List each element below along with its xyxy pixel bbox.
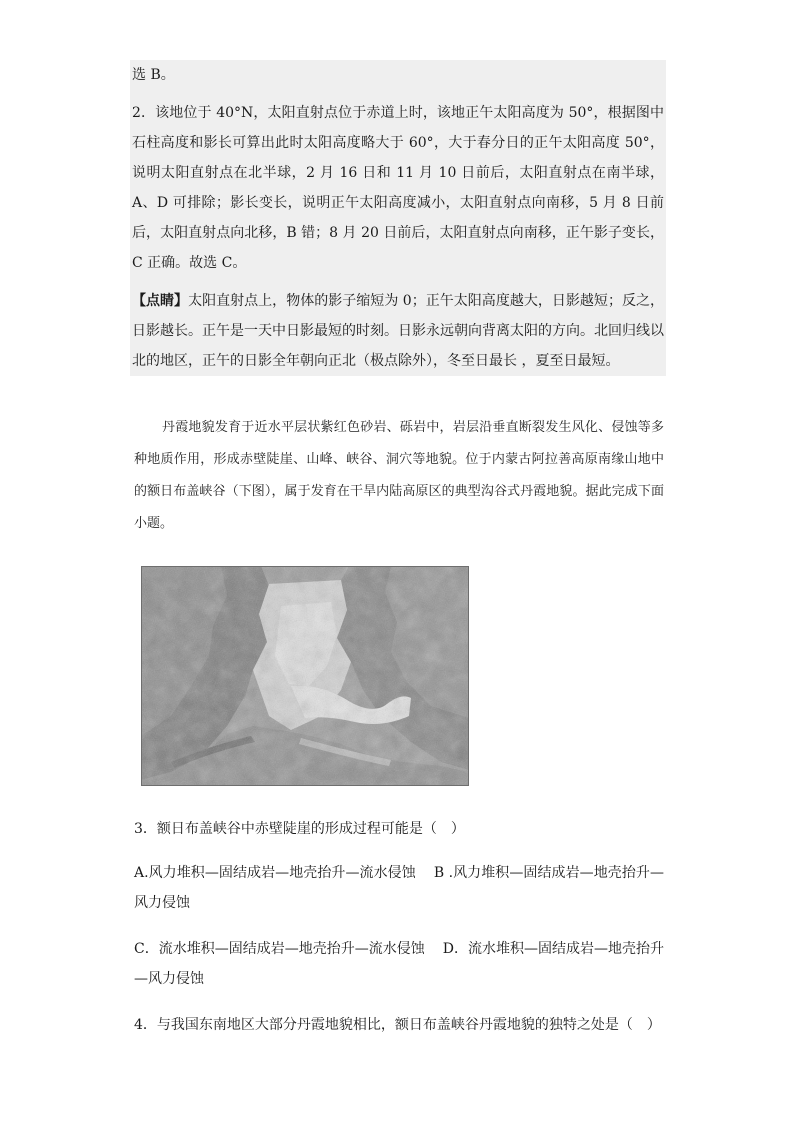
canyon-photo: [141, 566, 469, 786]
reading-passage: 丹霞地貌发育于近水平层状紫红色砂岩、砾岩中，岩层沿垂直断裂发生风化、侵蚀等多种地质作用，形成赤壁陡崖、山峰、峡谷、洞穴等地貌。位于内蒙古阿拉善高原南缘山地中的额日布盖峡谷（下图），属于发育在干旱内陆高原区的典型沟谷式丹霞地貌。据此完成下面小题。: [134, 420, 664, 531]
question-3-options-ab: [134, 858, 664, 918]
question-3-stem: 3．额日布盖峡谷中赤壁陡崖的形成过程可能是（ ）: [134, 821, 465, 837]
dianjing-label: 【点睛】: [132, 293, 189, 309]
option-b: B .风力堆积—固结成岩—地壳抬升—风力侵蚀: [134, 865, 664, 911]
question-3-options-cd: [134, 934, 664, 994]
dianjing-text: 太阳直射点上，物体的影子缩短为 0；正午太阳高度越大，日影越短；反之，日影越长。正午是一天中日影最短的时刻。日影永远朝向背离太阳的方向。北回归线以北的地区，正午的日影全年朝向正北（极点除外），冬至日最长 ，夏至日最短。: [132, 293, 665, 369]
option-a: A.风力堆积—固结成岩—地壳抬升—流水侵蚀: [134, 865, 416, 881]
option-d: D．流水堆积—固结成岩—地壳抬升—风力侵蚀: [134, 941, 664, 987]
option-c: C．流水堆积—固结成岩—地壳抬升—流水侵蚀: [134, 941, 425, 957]
answer-analysis-block: [130, 60, 666, 376]
answer-line: 选 B。: [132, 67, 175, 83]
q2-explanation: 2．该地位于 40°N，太阳直射点位于赤道上时，该地正午太阳高度为 50°，根据图中石柱高度和影长可算出此时太阳高度略大于 60°，大于春分日的正午太阳高度 50°，说明太阳直射点在北半球，2 月 16 日和 11 月 10 日前后，太阳直射点在南半球，A、D 可排除；影长变长，说明正午太阳高度减小，太阳直射点向南移，5 月 8 日前后，太阳直射点向北移，B 错；8 月 20 日前后，太阳直射点向南移，正午影子变长，C 正确。故选 C。: [132, 105, 664, 271]
dianjing-note: [132, 286, 664, 376]
question-4-stem: 4．与我国东南地区大部分丹霞地貌相比，额日布盖峡谷丹霞地貌的独特之处是（ ）: [134, 1017, 661, 1033]
